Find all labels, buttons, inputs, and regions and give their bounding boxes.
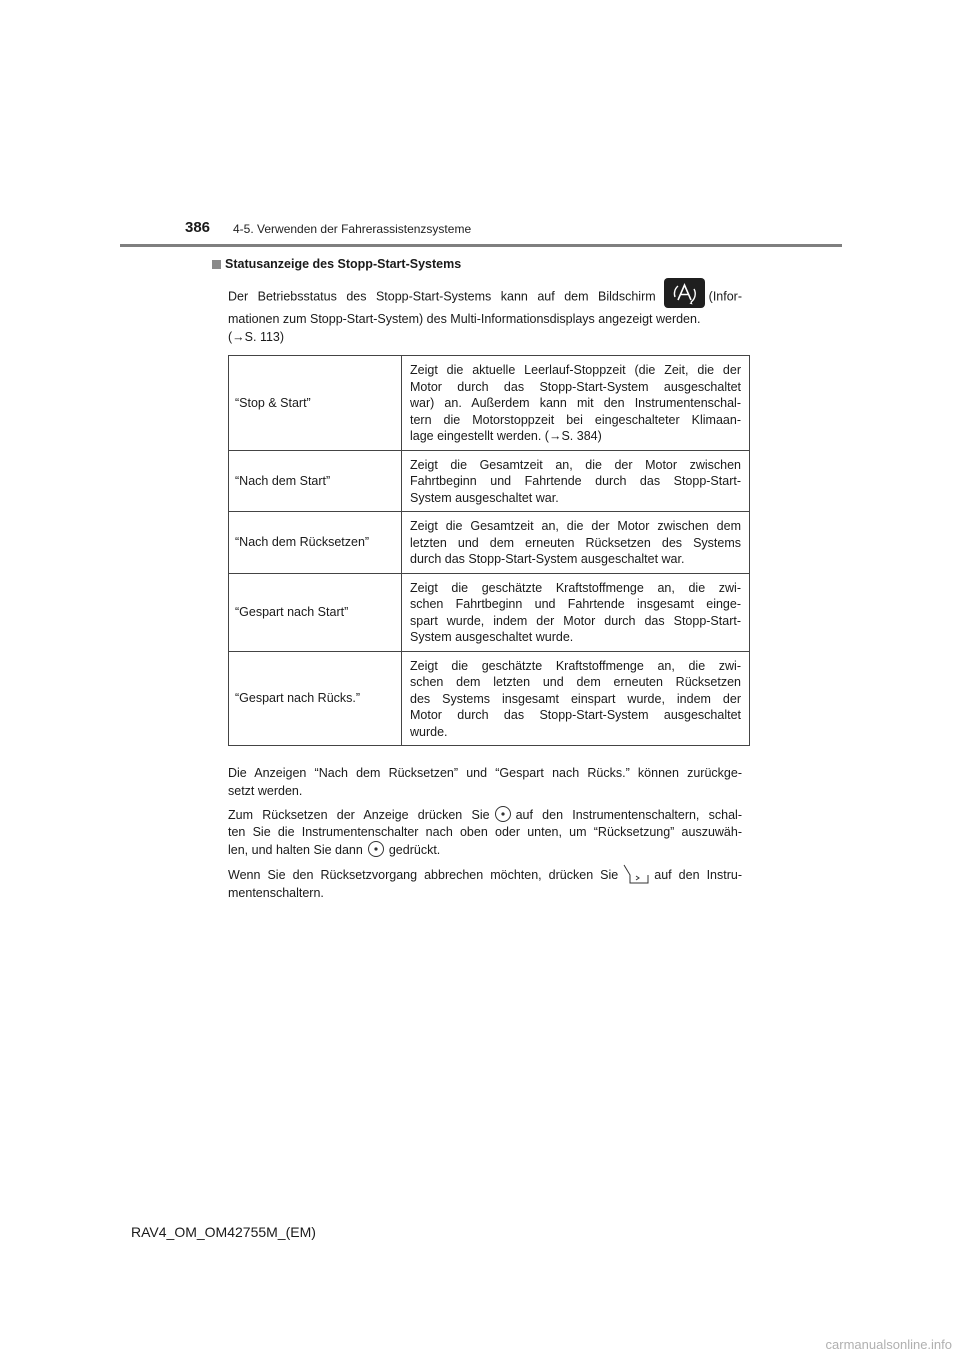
term-cell: “Gespart nach Start” bbox=[229, 573, 402, 651]
cancel-text-1: Wenn Sie den Rücksetzvorgang abbrechen möchten, drücken Sie bbox=[228, 868, 619, 882]
reset-howto-text-1: Zum Rücksetzen der Anzeige drücken Sie bbox=[228, 808, 490, 822]
intro-text-1: Der Betriebsstatus des Stopp-Start-Systems kann auf dem Bildschirm bbox=[228, 289, 656, 304]
term-cell: “Gespart nach Rücks.” bbox=[229, 651, 402, 746]
desc-line: durch das Stopp-Start-System ausgeschaltet war. bbox=[410, 552, 685, 566]
desc-line: war) an. Außerdem kann mit den Instrumentenschal- bbox=[410, 396, 741, 410]
reset-howto-line-1 bbox=[228, 806, 742, 824]
intro-text-2: (Infor- bbox=[708, 289, 742, 304]
status-info-table bbox=[228, 355, 750, 746]
reset-howto-line-3 bbox=[228, 841, 742, 859]
desc-line: wurde. bbox=[410, 724, 448, 739]
subsection-heading bbox=[212, 257, 461, 271]
cancel-line-2: mentenschaltern. bbox=[228, 886, 324, 900]
heading-text: Statusanzeige des Stopp-Start-Systems bbox=[225, 257, 462, 271]
section-title: 4-5. Verwenden der Fahrerassistenzsysteme bbox=[233, 222, 472, 236]
reset-note-line-1: Die Anzeigen “Nach dem Rücksetzen” und “Gespart nach Rücks.” können zurückge- bbox=[228, 766, 742, 780]
reset-howto-line-2: ten Sie die Instrumentenschalter nach oben oder unten, um “Rücksetzung” auszuwäh- bbox=[228, 825, 742, 839]
description-cell bbox=[402, 573, 750, 651]
reset-note-line-2: setzt werden. bbox=[228, 784, 303, 798]
desc-line: Zeigt die aktuelle Leerlauf-Stoppzeit (die Zeit, die der bbox=[410, 363, 741, 377]
square-bullet-icon bbox=[212, 260, 221, 269]
desc-line: System ausgeschaltet wurde. bbox=[410, 630, 574, 644]
term-cell: “Stop & Start” bbox=[229, 356, 402, 451]
desc-line: schen dem letzten und dem erneuten Rücksetzen bbox=[410, 675, 741, 689]
footer-model-code: RAV4_OM_OM42755M_(EM) bbox=[131, 1224, 316, 1240]
desc-line: Zeigt die geschätzte Kraftstoffmenge an, die zwi- bbox=[410, 580, 741, 595]
table-row bbox=[229, 573, 750, 651]
desc-line: schen Fahrtbeginn und Fahrtende insgesamt einge- bbox=[410, 597, 741, 611]
table-row bbox=[229, 651, 750, 746]
desc-line: Motor durch das Stopp-Start-System ausgeschaltet bbox=[410, 379, 741, 394]
desc-line: spart wurde, indem der Motor durch das Stopp-Start- bbox=[410, 613, 741, 628]
desc-line: lage eingestellt werden. (→S. 384) bbox=[410, 429, 602, 443]
desc-line: Zeigt die Gesamtzeit an, die der Motor zwischen bbox=[410, 457, 741, 472]
desc-line: Fahrtbeginn und Fahrtende durch das Stopp-Start- bbox=[410, 474, 741, 488]
description-cell bbox=[402, 651, 750, 746]
desc-line: des Systems insgesamt einspart wurde, indem der bbox=[410, 691, 741, 706]
desc-line: tern die Motorstoppzeit bei eingeschalteter Klimaan- bbox=[410, 412, 741, 427]
page-number: 386 bbox=[185, 219, 211, 236]
description-cell bbox=[402, 356, 750, 451]
term-cell: “Nach dem Start” bbox=[229, 450, 402, 512]
stop-start-info-screen-icon bbox=[664, 278, 705, 308]
cancel-text-2: auf den Instru- bbox=[654, 868, 743, 882]
intro-line-2: mationen zum Stopp-Start-System) des Multi-Informationsdisplays angezeigt werden. bbox=[228, 312, 701, 326]
table-row bbox=[229, 450, 750, 512]
desc-line: letzten und dem erneuten Rücksetzen des Systems bbox=[410, 535, 741, 550]
table-row bbox=[229, 356, 750, 451]
cancel-line-1 bbox=[228, 866, 742, 885]
header-rule bbox=[120, 244, 842, 247]
reset-howto-text-4: gedrückt. bbox=[388, 843, 441, 857]
intro-line-1 bbox=[228, 286, 742, 308]
term-cell: “Nach dem Rücksetzen” bbox=[229, 512, 402, 574]
desc-line: Zeigt die geschätzte Kraftstoffmenge an, die zwi- bbox=[410, 658, 741, 673]
reset-howto-text-2: auf den Instrumentenschaltern, schal- bbox=[515, 808, 742, 822]
description-cell bbox=[402, 512, 750, 574]
ok-button-icon bbox=[367, 840, 385, 858]
back-button-icon bbox=[622, 863, 650, 885]
table-row bbox=[229, 512, 750, 574]
desc-line: Zeigt die Gesamtzeit an, die der Motor zwischen dem bbox=[410, 519, 741, 533]
desc-line: Motor durch das Stopp-Start-System ausgeschaltet bbox=[410, 708, 741, 722]
intro-line-3: (→S. 113) bbox=[228, 330, 285, 344]
ok-button-icon bbox=[494, 805, 512, 823]
desc-line: System ausgeschaltet war. bbox=[410, 490, 559, 505]
watermark: carmanualsonline.info bbox=[825, 1337, 952, 1352]
description-cell bbox=[402, 450, 750, 512]
reset-howto-text-3: len, und halten Sie dann bbox=[228, 843, 363, 857]
